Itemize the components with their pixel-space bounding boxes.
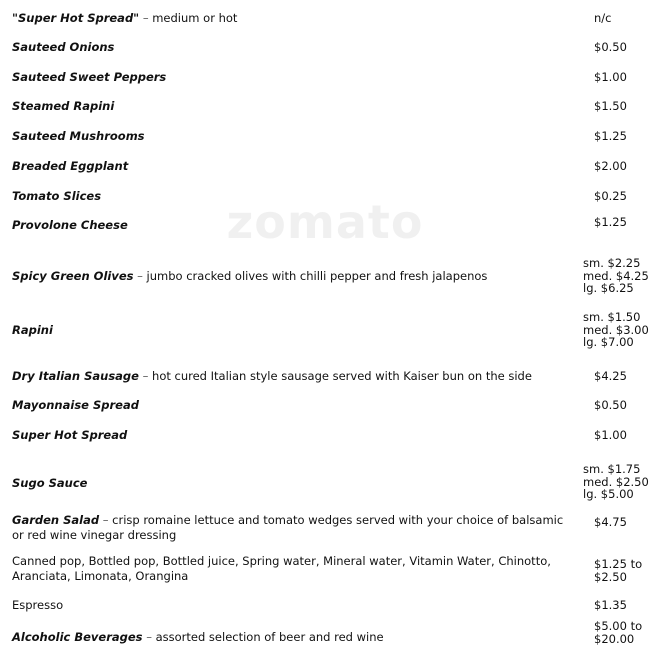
item-description: crisp romaine lettuce and tomato wedges served with your choice of balsamic or red wine vinegar dressing (12, 513, 564, 542)
item-name: Tomato Slices (12, 189, 102, 203)
item-price: $4.25 (594, 369, 627, 383)
menu-item (12, 129, 577, 144)
item-price: $1.00 (594, 428, 627, 442)
item-description: Espresso (12, 598, 64, 612)
menu-item (12, 398, 577, 413)
item-price: $1.25 (594, 215, 627, 229)
menu-item: Spicy Green Olives – jumbo cracked olives with chilli pepper and fresh jalapenos (12, 269, 488, 283)
item-price: $0.25 (594, 189, 627, 203)
item-description: hot cured Italian style sausage served with Kaiser bun on the side (152, 369, 532, 383)
item-description: medium or hot (152, 11, 238, 25)
item-name: Sauteed Sweet Peppers (12, 70, 167, 84)
menu-item: Dry Italian Sausage – hot cured Italian style sausage served with Kaiser bun on the side (12, 369, 532, 383)
menu-item: Garden Salad – crisp romaine lettuce and tomato wedges served with your choice of balsamic or red wine vinegar dressing (12, 513, 564, 542)
item-description: jumbo cracked olives with chilli pepper and fresh jalapenos (146, 269, 488, 283)
item-name: Rapini (12, 323, 53, 337)
menu-item (12, 476, 577, 491)
item-name: Breaded Eggplant (12, 159, 129, 173)
menu-item (12, 70, 577, 85)
item-name: Garden Salad (12, 513, 100, 527)
item-description: Canned pop, Bottled pop, Bottled juice, Spring water, Mineral water, Vitamin Water, Chinotto, Aranciata, Limonata, Orangina (12, 554, 551, 583)
item-price: $1.25 (594, 129, 627, 143)
item-price: $1.25 to $2.50 (594, 557, 643, 584)
item-name: Sugo Sauce (12, 476, 88, 490)
item-name: Alcoholic Beverages (12, 630, 143, 644)
item-price: sm. $1.75 med. $2.50 lg. $5.00 (583, 462, 649, 501)
item-name: "Super Hot Spread" (12, 11, 140, 25)
menu-item (12, 159, 577, 174)
item-price: $0.50 (594, 398, 627, 412)
item-name: Dry Italian Sausage (12, 369, 139, 383)
menu-item (12, 598, 577, 613)
item-name: Mayonnaise Spread (12, 398, 139, 412)
menu-item (12, 99, 577, 114)
item-price: sm. $1.50 med. $3.00 lg. $7.00 (583, 310, 649, 349)
item-price: $1.50 (594, 99, 627, 113)
item-price: n/c (594, 11, 612, 25)
menu-item: Alcoholic Beverages – assorted selection of beer and red wine (12, 630, 384, 644)
item-price: $1.35 (594, 598, 627, 612)
menu-item: "Super Hot Spread" – medium or hot (12, 11, 238, 25)
item-price: $5.00 to $20.00 (594, 619, 643, 646)
item-name: Provolone Cheese (12, 218, 128, 232)
menu-item (12, 189, 577, 204)
item-price: $4.75 (594, 515, 627, 529)
item-price: $2.00 (594, 159, 627, 173)
item-price: $1.00 (594, 70, 627, 84)
menu-item (12, 40, 577, 55)
item-name: Sauteed Onions (12, 40, 115, 54)
menu-item (12, 323, 577, 338)
item-name: Spicy Green Olives (12, 269, 134, 283)
menu-item (12, 554, 577, 584)
menu-item (12, 428, 577, 443)
item-name: Sauteed Mushrooms (12, 129, 145, 143)
item-price: $0.50 (594, 40, 627, 54)
item-description: assorted selection of beer and red wine (155, 630, 384, 644)
item-name: Steamed Rapini (12, 99, 115, 113)
item-name: Super Hot Spread (12, 428, 128, 442)
menu-item (12, 218, 577, 233)
zomato-watermark: zomato (226, 195, 424, 249)
item-price: sm. $2.25 med. $4.25 lg. $6.25 (583, 256, 649, 295)
